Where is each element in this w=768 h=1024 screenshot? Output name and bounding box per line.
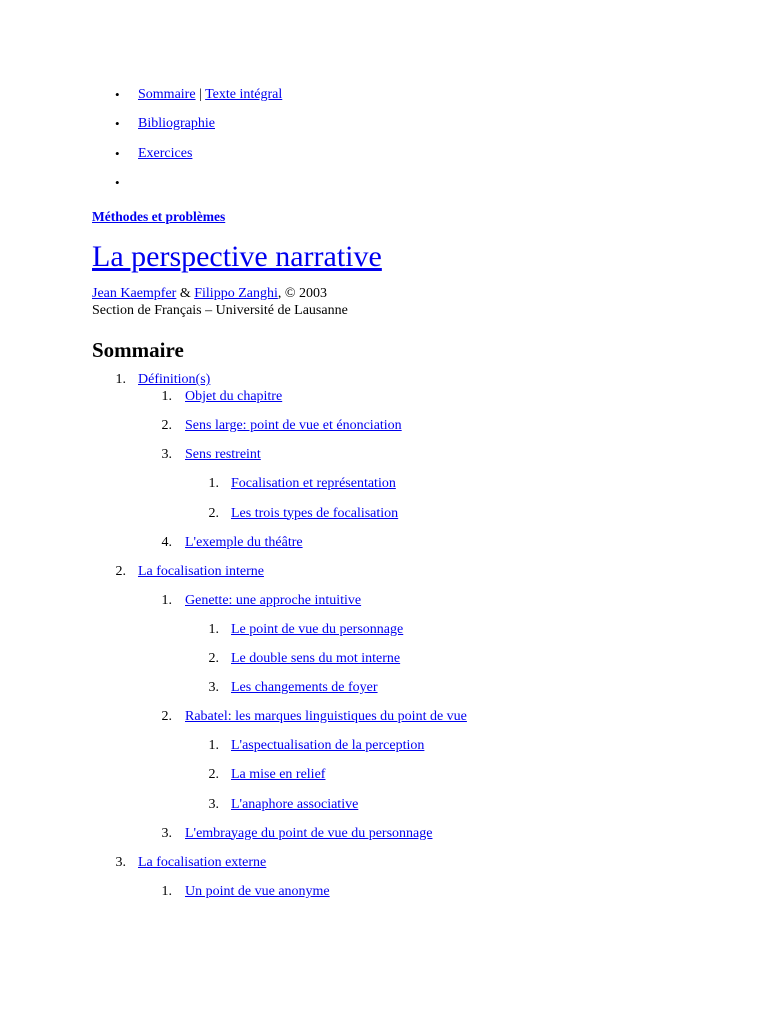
toc-item <box>92 505 742 534</box>
toc-number: 1. <box>208 621 219 637</box>
toc-link-point-de-vue-anonyme[interactable]: Un point de vue anonyme <box>185 883 330 899</box>
toc-item <box>92 371 742 388</box>
page-content <box>92 84 742 912</box>
toc-link-trois-types[interactable]: Les trois types de focalisation <box>231 505 399 521</box>
toc-row <box>92 796 742 825</box>
toc-number: 3. <box>161 447 172 463</box>
toc-item <box>92 708 742 737</box>
toc-number: 2. <box>161 709 172 725</box>
author-link-kaempfer[interactable]: Jean Kaempfer <box>92 286 177 302</box>
toc-row <box>92 825 742 854</box>
toc-link-embrayage[interactable]: L'embrayage du point de vue du personnage <box>185 825 433 841</box>
toc-number: 3. <box>208 796 219 812</box>
bullet-icon: • <box>115 145 120 161</box>
toc-row <box>92 534 742 563</box>
toc-item <box>92 883 742 912</box>
toc-item <box>92 854 742 883</box>
toc-link-aspectualisation[interactable]: L'aspectualisation de la perception <box>231 738 425 754</box>
toc-link-double-sens[interactable]: Le double sens du mot interne <box>231 651 401 667</box>
toc-link-genette[interactable]: Genette: une approche intuitive <box>185 592 362 608</box>
bullet-icon: • <box>115 116 120 132</box>
toc-row <box>92 592 742 621</box>
toc-link-definitions[interactable]: Définition(s) <box>138 372 211 388</box>
toc-item <box>92 825 742 854</box>
toc-item <box>92 592 742 621</box>
toc-item <box>92 737 742 766</box>
toc-item <box>92 475 742 504</box>
nav-item-bibliographie <box>92 113 742 142</box>
toc-number: 1. <box>208 738 219 754</box>
toc-item <box>92 766 742 795</box>
nav-item-empty <box>92 172 742 201</box>
toc-item <box>92 563 742 592</box>
toc-row <box>92 737 742 766</box>
toc-row <box>92 708 742 737</box>
nav-link-texte-integral[interactable]: Texte intégral <box>205 87 283 102</box>
sommaire-heading: Sommaire <box>92 338 184 363</box>
author-link-zanghi[interactable]: Filippo Zanghi <box>194 286 278 302</box>
toc-number: 3. <box>115 854 126 870</box>
nav-separator: | <box>199 87 202 102</box>
toc-number: 2. <box>161 418 172 434</box>
toc-row <box>92 650 742 679</box>
nav-item-exercices <box>92 143 742 172</box>
toc-number: 2. <box>115 563 126 579</box>
toc-number: 3. <box>208 680 219 696</box>
toc-row <box>92 854 742 883</box>
toc-row <box>92 371 742 388</box>
toc-row <box>92 766 742 795</box>
toc-item <box>92 679 742 708</box>
toc-row <box>92 388 742 417</box>
toc-link-focalisation-interne[interactable]: La focalisation interne <box>138 563 264 579</box>
bullet-icon: • <box>115 87 120 102</box>
toc-item <box>92 417 742 446</box>
bullet-icon: • <box>115 174 120 190</box>
top-navigation <box>92 84 742 201</box>
toc-link-rabatel[interactable]: Rabatel: les marques linguistiques du point de vue <box>185 709 467 725</box>
toc-item <box>92 446 742 475</box>
toc-row <box>92 475 742 504</box>
toc-row <box>92 563 742 592</box>
toc-row <box>92 446 742 475</box>
table-of-contents <box>92 371 742 912</box>
affiliation-text: Section de Français – Université de Lausanne <box>92 303 348 319</box>
toc-link-anaphore-associative[interactable]: L'anaphore associative <box>231 796 359 812</box>
toc-link-changements-de-foyer[interactable]: Les changements de foyer <box>231 680 378 696</box>
author-ampersand: & <box>176 286 195 302</box>
toc-link-exemple-du-theatre[interactable]: L'exemple du théâtre <box>185 534 303 550</box>
toc-link-point-de-vue-personnage[interactable]: Le point de vue du personnage <box>231 621 404 637</box>
toc-number: 1. <box>161 389 172 405</box>
page-title-link[interactable]: La perspective narrative <box>92 240 382 274</box>
toc-number: 2. <box>208 767 219 783</box>
toc-item <box>92 796 742 825</box>
toc-number: 2. <box>208 505 219 521</box>
toc-number: 4. <box>161 534 172 550</box>
toc-row <box>92 621 742 650</box>
toc-link-sens-large[interactable]: Sens large: point de vue et énonciation <box>185 418 402 434</box>
toc-link-focalisation-externe[interactable]: La focalisation externe <box>138 854 267 870</box>
authors-block <box>92 285 742 319</box>
nav-item-sommaire <box>92 84 742 113</box>
toc-number: 1. <box>208 476 219 492</box>
nav-link-exercices[interactable]: Exercices <box>138 145 193 161</box>
page-title <box>92 235 742 279</box>
breadcrumb-link[interactable]: Méthodes et problèmes <box>92 209 226 225</box>
toc-item <box>92 388 742 417</box>
toc-link-sens-restreint[interactable]: Sens restreint <box>185 447 261 463</box>
toc-item <box>92 621 742 650</box>
toc-row <box>92 883 742 912</box>
toc-number: 1. <box>115 372 126 388</box>
toc-row <box>92 417 742 446</box>
toc-row <box>92 679 742 708</box>
toc-link-focalisation-et-representation[interactable]: Focalisation et représentation <box>231 476 396 492</box>
nav-link-sommaire[interactable]: Sommaire <box>138 87 196 102</box>
copyright-text: , © 2003 <box>277 286 327 302</box>
toc-number: 3. <box>161 825 172 841</box>
toc-row <box>92 505 742 534</box>
toc-link-objet-du-chapitre[interactable]: Objet du chapitre <box>185 389 283 405</box>
toc-number: 1. <box>161 592 172 608</box>
nav-link-bibliographie[interactable]: Bibliographie <box>138 116 215 132</box>
toc-item <box>92 650 742 679</box>
breadcrumb <box>92 207 742 227</box>
toc-link-mise-en-relief[interactable]: La mise en relief <box>231 767 326 783</box>
toc-number: 1. <box>161 883 172 899</box>
toc-item <box>92 534 742 563</box>
toc-number: 2. <box>208 651 219 667</box>
